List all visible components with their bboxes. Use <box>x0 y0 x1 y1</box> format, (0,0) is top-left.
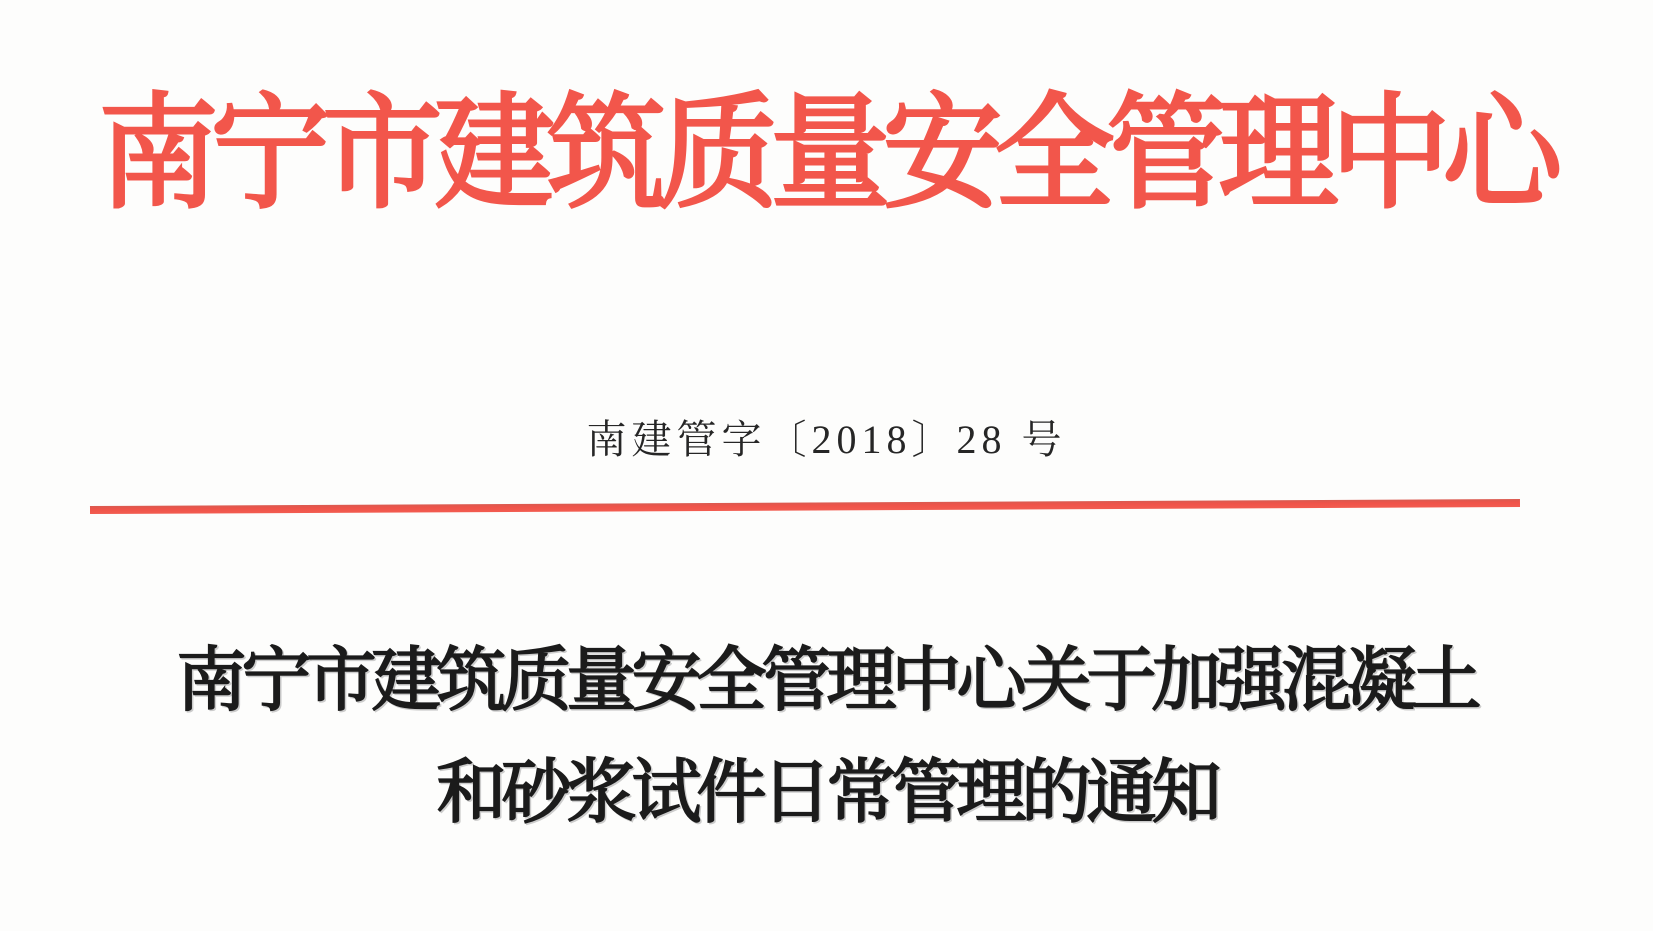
red-divider-line <box>90 499 1520 514</box>
document-number: 南建管字〔2018〕28 号 <box>586 417 1067 462</box>
notice-title <box>0 626 1653 850</box>
agency-title: 南宁市建筑质量安全管理中心 <box>98 85 1555 224</box>
notice-title-line1: 南宁市建筑质量安全管理中心关于加强混凝土 <box>176 643 1477 720</box>
notice-title-line2: 和砂浆试件日常管理的通知 <box>436 755 1217 832</box>
